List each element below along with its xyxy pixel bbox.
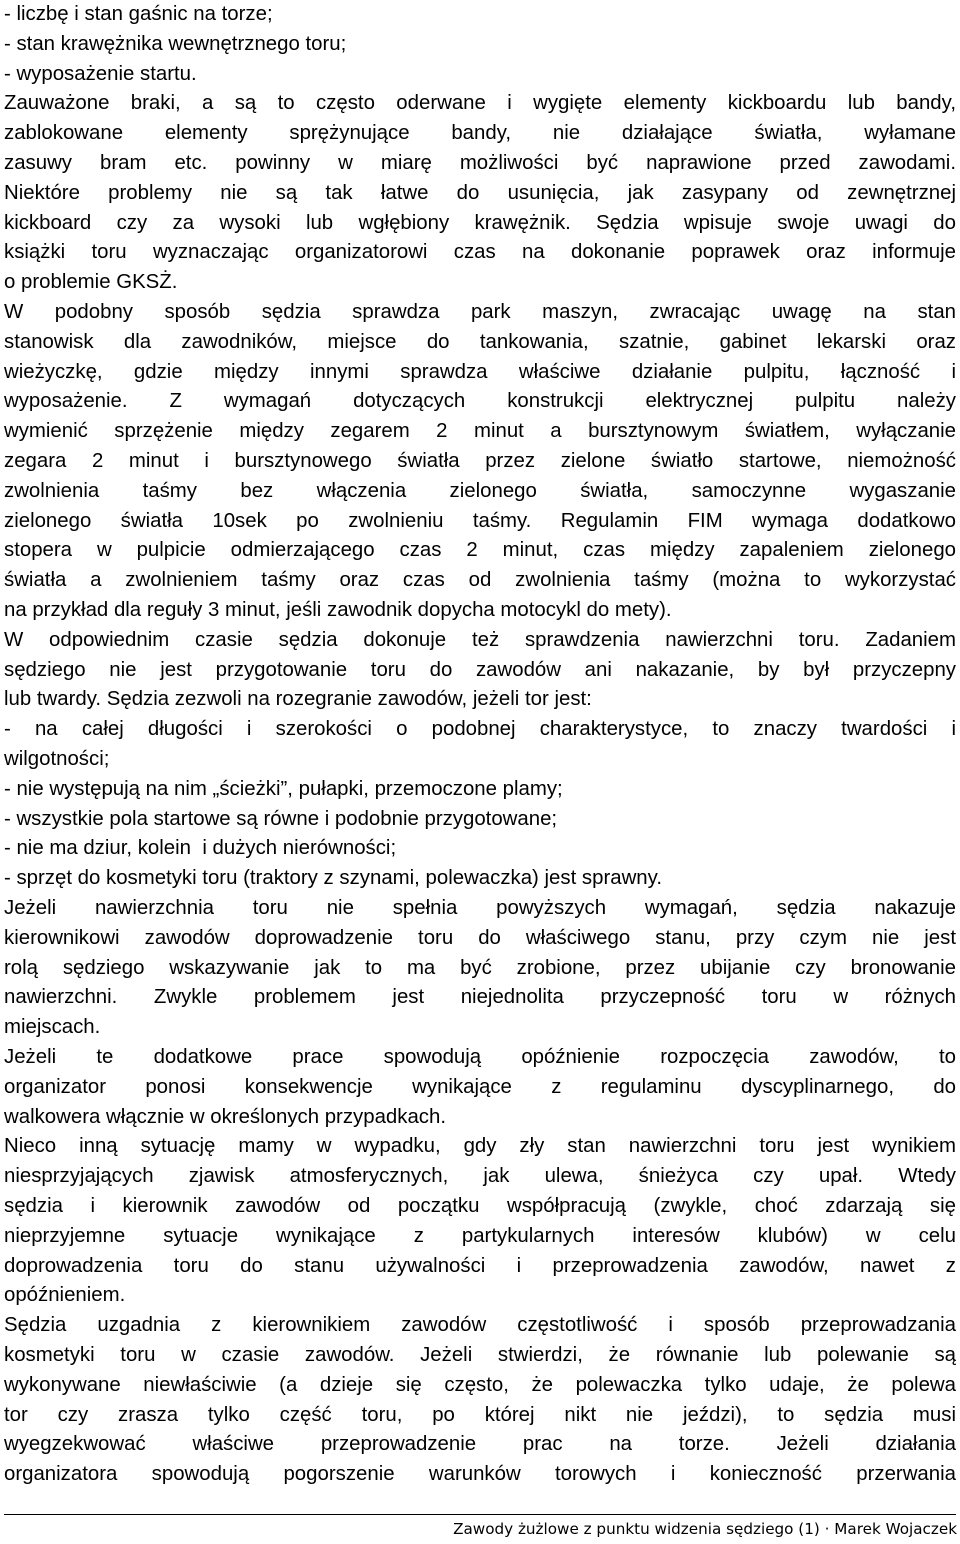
text-line: walkowera włącznie w określonych przypadkach. <box>4 1105 446 1128</box>
text-line: wilgotności; <box>4 748 110 770</box>
text-line: zablokowane elementy sprężynujące bandy, nie działające światła, wyłamane <box>4 122 956 145</box>
text-line: - nie ma dziur, kolein i dużych nierówności; <box>4 837 397 860</box>
text-line: - wszystkie pola startowe są równe i podobnie przygotowane; <box>4 807 558 830</box>
text-line: o problemie GKSŻ. <box>4 271 178 294</box>
text-line: doprowadzenia toru do stanu używalności i przeprowadzenia zawodów, nawet z <box>4 1254 956 1277</box>
text-line: - wyposażenie startu. <box>4 62 197 85</box>
text-line: W podobny sposób sędzia sprawdza park maszyn, zwracając uwagę na stan <box>4 301 956 323</box>
text-line: - liczbę i stan gaśnic na torze; <box>4 3 273 25</box>
text-line: organizatora spowodują pogorszenie warunków torowych i konieczność przerwania <box>4 1463 956 1486</box>
text-line: lub twardy. Sędzia zezwoli na rozegranie zawodów, jeżeli tor jest: <box>4 688 592 711</box>
text-line: wyegzekwować właściwe przeprowadzenie prac na torze. Jeżeli działania <box>4 1433 956 1456</box>
text-line: wyposażenie. Z wymagań dotyczących konstrukcji elektrycznej pulpitu należy <box>4 390 956 413</box>
footer-divider <box>4 1514 956 1515</box>
text-line: sędzia i kierownik zawodów od początku współpracują (zwykle, choć zdarzają się <box>4 1195 956 1217</box>
text-line: światła a zwolnieniem taśmy oraz czas od zwolnienia taśmy (można to wykorzystać <box>4 569 956 592</box>
text-line: Zauważone braki, a są to często oderwane i wygięte elementy kickboardu lub bandy, <box>4 92 956 115</box>
text-line: organizator ponosi konsekwencje wynikające z regulaminu dyscyplinarnego, do <box>4 1075 956 1098</box>
text-line: kosmetyki toru w czasie zawodów. Jeżeli stwierdzi, że równanie lub polewanie są <box>4 1344 956 1366</box>
text-line: niesprzyjających zjawisk atmosferycznych, jak ulewa, śnieżyca czy upał. Wtedy <box>4 1165 956 1188</box>
text-line: Jeżeli te dodatkowe prace spowodują opóźnienie rozpoczęcia zawodów, to <box>4 1046 956 1068</box>
text-line: książki toru wyznaczając organizatorowi czas na dokonanie poprawek oraz informuje <box>4 241 956 264</box>
text-line: - sprzęt do kosmetyki toru (traktory z szynami, polewaczka) jest sprawny. <box>4 867 662 890</box>
text-line: nawierzchni. Zwykle problemem jest niejednolita przyczepność toru w różnych <box>4 986 956 1009</box>
text-line: na przykład dla reguły 3 minut, jeśli zawodnik dopycha motocykl do mety). <box>4 599 672 621</box>
text-line: opóźnieniem. <box>4 1284 126 1307</box>
text-line: rolą sędziego wskazywanie jak to ma być zrobione, przez ubijanie czy bronowanie <box>4 956 956 979</box>
text-line: nieprzyjemne sytuacje wynikające z partykularnych interesów klubów) w celu <box>4 1224 956 1247</box>
text-line: zasuwy bram etc. powinny w miarę możliwości być naprawione przed zawodami. <box>4 152 956 174</box>
text-line: zwolnienia taśmy bez włączenia zielonego światła, samoczynne wygaszanie <box>4 479 956 502</box>
text-line: Sędzia uzgadnia z kierownikiem zawodów częstotliwość i sposób przeprowadzania <box>4 1314 956 1337</box>
text-line: sędziego nie jest przygotowanie toru do zawodów ani nakazanie, by był przyczepny <box>4 658 956 681</box>
text-line: zielonego światła 10sek po zwolnieniu taśmy. Regulamin FIM wymaga dodatkowo <box>4 509 956 532</box>
text-line: Jeżeli nawierzchnia toru nie spełnia powyższych wymagań, sędzia nakazuje <box>4 897 956 919</box>
text-line: miejscach. <box>4 1016 101 1039</box>
text-line: zegara 2 minut i bursztynowego światła przez zielone światło startowe, niemożność <box>4 450 956 472</box>
text-line: - na całej długości i szerokości o podobnej charakterystyce, to znaczy twardości i <box>4 718 956 741</box>
text-line: wykonywane niewłaściwie (a dzieje się często, że polewaczka tylko udaje, że polewa <box>4 1373 956 1396</box>
text-line: stanowisk dla zawodników, miejsce do tankowania, szatnie, gabinet lekarski oraz <box>4 330 956 353</box>
text-line: wieżyczkę, gdzie między innymi sprawdza właściwe działanie pulpitu, łączność i <box>4 360 956 383</box>
text-line: kickboard czy za wysoki lub wgłębiony krawężnik. Sędzia wpisuje swoje uwagi do <box>4 211 956 234</box>
text-line: kierownikowi zawodów doprowadzenie toru do właściwego stanu, przy czym nie jest <box>4 926 956 949</box>
page-footer: Zawody żużlowe z punktu widzenia sędziego (1) · Marek Wojaczek <box>453 1520 957 1538</box>
text-line: Nieco inną sytuację mamy w wypadku, gdy zły stan nawierzchni toru jest wynikiem <box>4 1135 956 1158</box>
text-line: wymienić sprzężenie między zegarem 2 minut a bursztynowym światłem, wyłączanie <box>4 420 956 443</box>
text-line: W odpowiednim czasie sędzia dokonuje też sprawdzenia nawierzchni toru. Zadaniem <box>4 628 956 651</box>
text-line: stopera w pulpicie odmierzającego czas 2 minut, czas między zapaleniem zielonego <box>4 539 956 562</box>
text-line: tor czy zrasza tylko część toru, po której nikt nie jeździ), to sędzia musi <box>4 1403 956 1426</box>
text-line: - nie występują na nim „ścieżki”, pułapki, przemoczone plamy; <box>4 777 563 800</box>
text-line: - stan krawężnika wewnętrznego toru; <box>4 32 347 55</box>
text-line: Niektóre problemy nie są tak łatwe do usunięcia, jak zasypany od zewnętrznej <box>4 181 956 204</box>
